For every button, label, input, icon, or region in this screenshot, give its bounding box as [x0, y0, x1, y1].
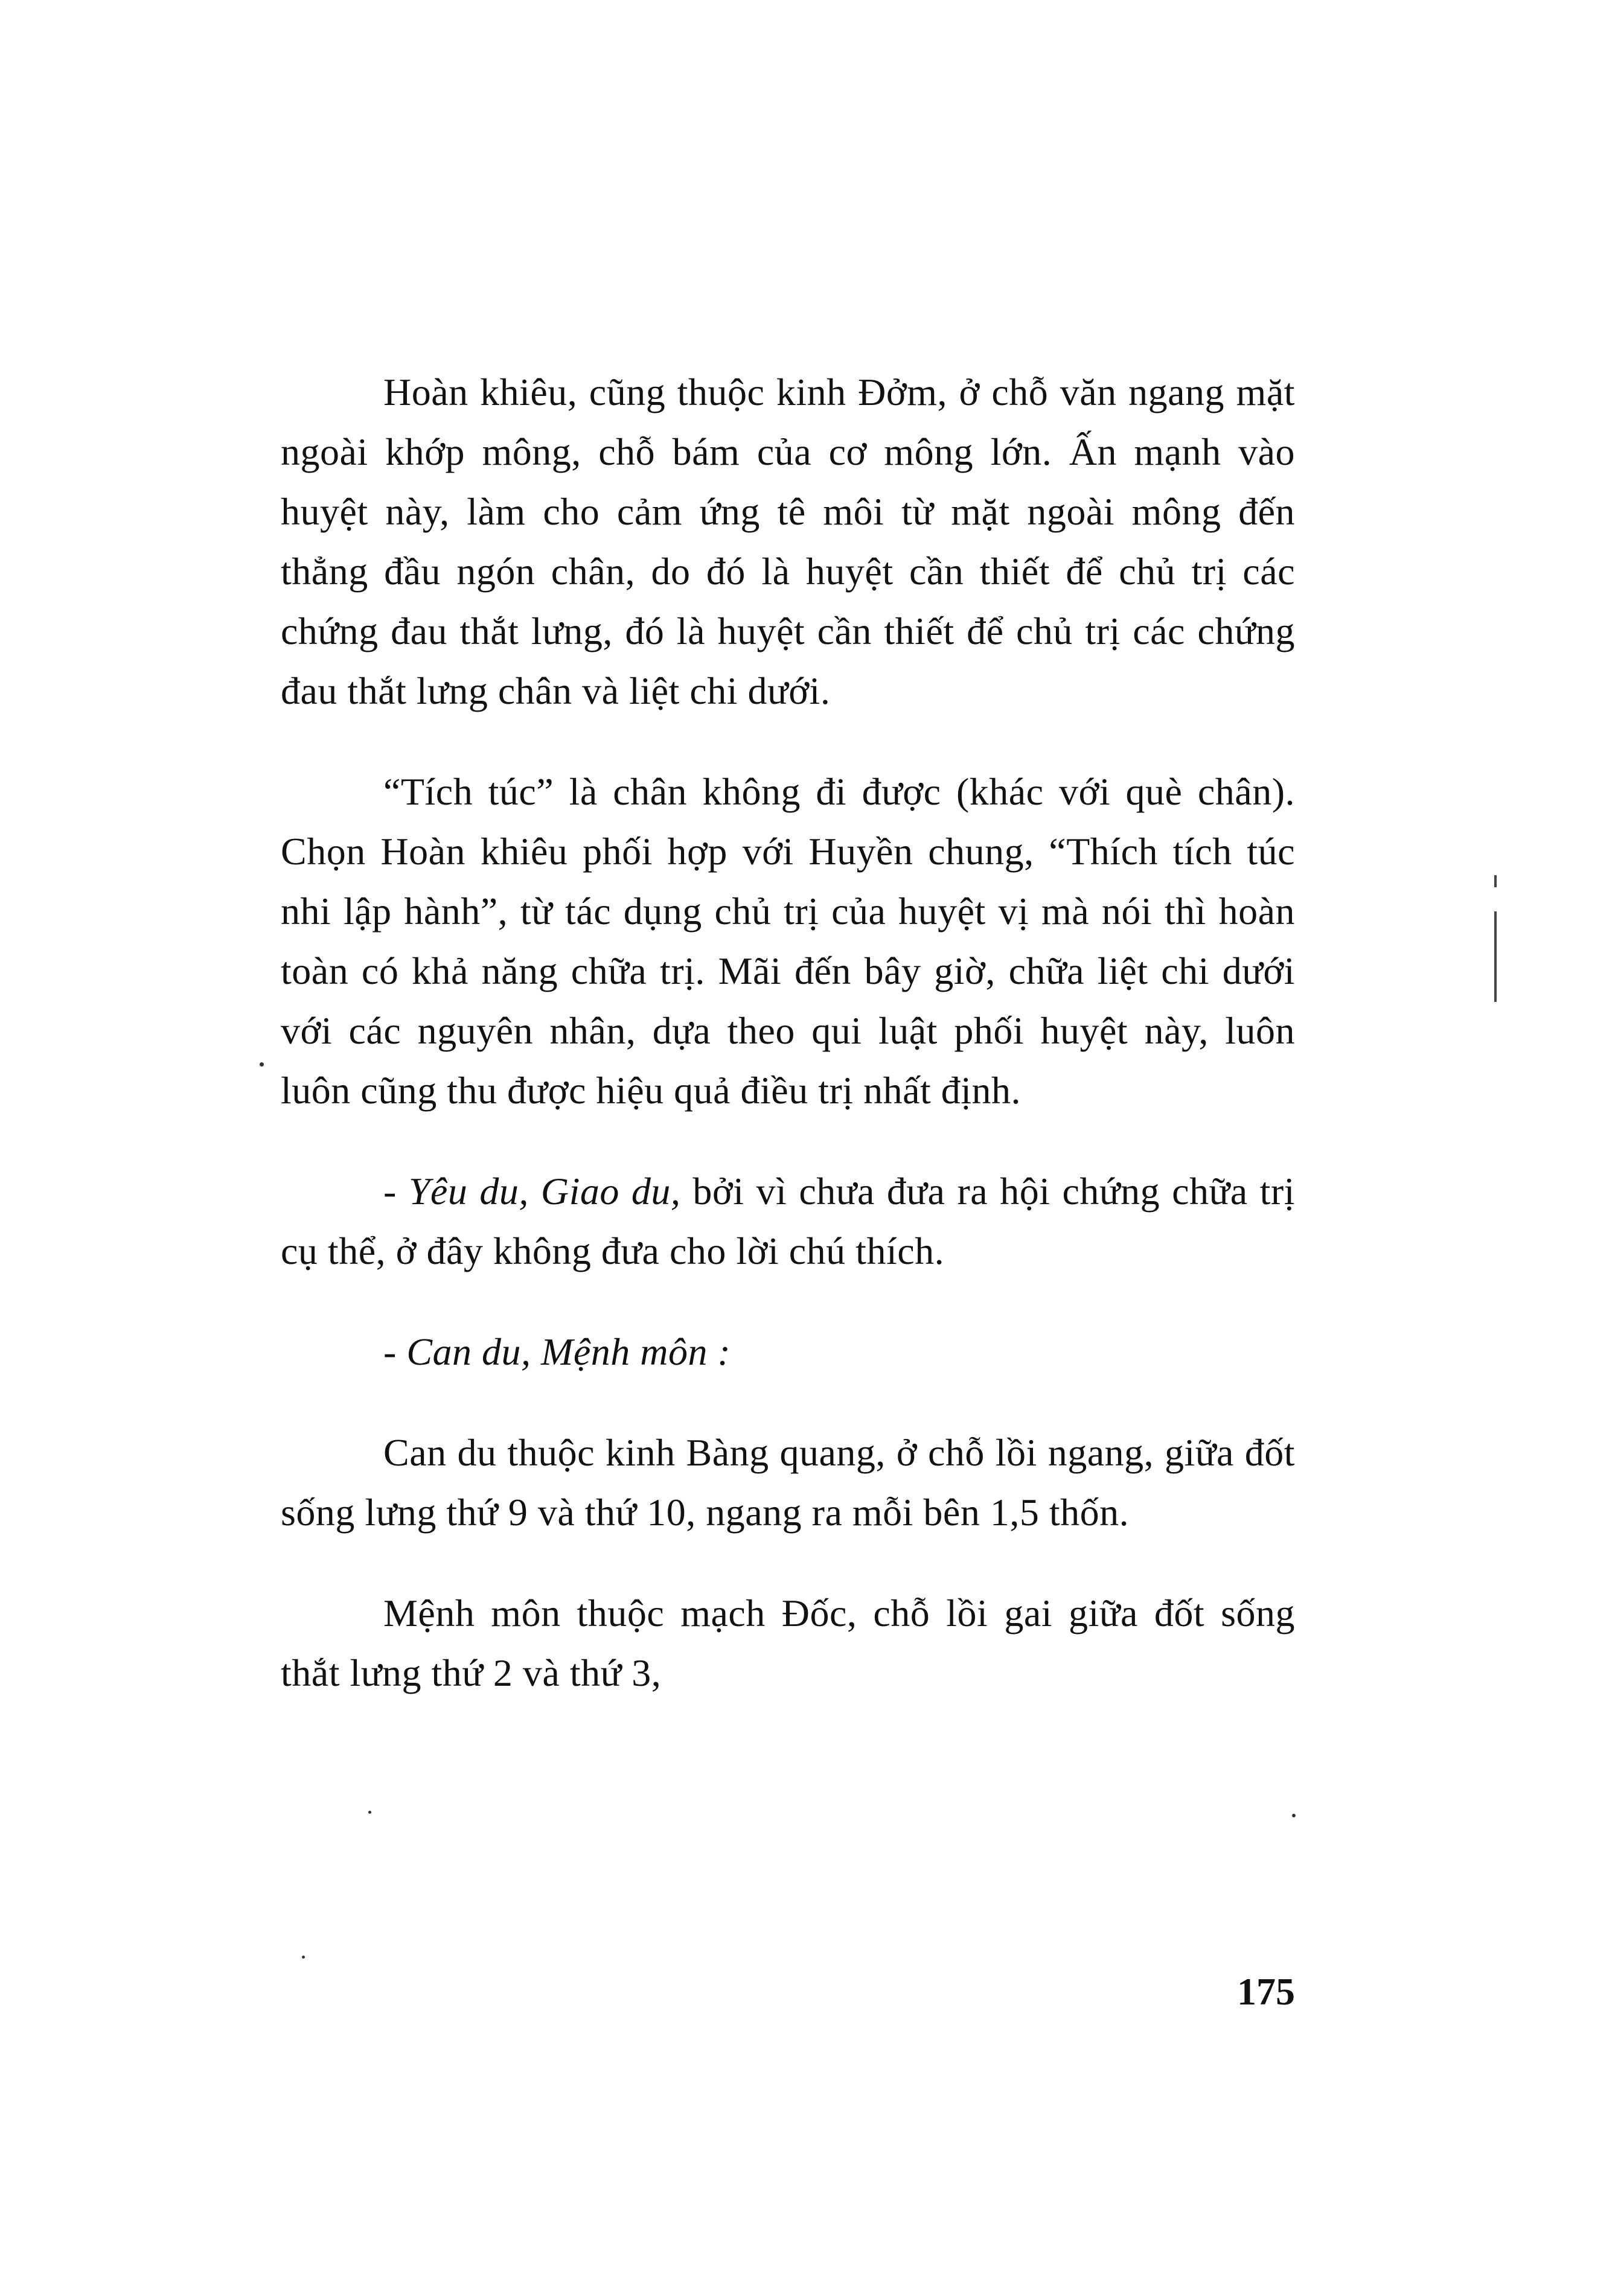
- scan-speck: [368, 1811, 371, 1814]
- paragraph-yeu-du-text: bởi vì chưa đưa ra hội chứng chữa trị cụ thể, ở đây không đưa cho lời chú thích.: [281, 1170, 1296, 1272]
- scan-speck: [260, 1062, 264, 1067]
- scan-speck: [302, 1956, 305, 1959]
- paragraph-tich-tuc: “Tích túc” là chân không đi được (khác với què chân). Chọn Hoàn khiêu phối hợp với Huyền chung, “Thích tích túc nhi lập hành”, từ tác dụng chủ trị của huyệt vị mà nói thì hoàn toàn có khả năng chữa trị. Mãi đến bây giờ, chữa liệt chi dưới với các nguyên nhân, dựa theo qui luật phối huyệt này, luôn luôn cũng thu được hiệu quả điều trị nhất định.: [281, 770, 1295, 1112]
- scan-mark: [1494, 875, 1497, 887]
- scan-mark: [1494, 911, 1497, 1002]
- page-number: 175: [1237, 1970, 1295, 2013]
- paragraph-can-du: Can du thuộc kinh Bàng quang, ở chỗ lồi ngang, giữa đốt sống lưng thứ 9 và thứ 10, ngang ra mỗi bên 1,5 thốn.: [281, 1431, 1295, 1534]
- body-text: [281, 362, 1295, 1703]
- italic-heading-yeu-du: - Yêu du, Giao du,: [383, 1170, 681, 1213]
- paragraph-yeu-du-giao-du: [281, 1161, 1295, 1281]
- scan-speck: [1292, 1814, 1296, 1817]
- paragraph-hoan-khieu: Hoàn khiêu, cũng thuộc kinh Đởm, ở chỗ văn ngang mặt ngoài khớp mông, chỗ bám của cơ mông lớn. Ấn mạnh vào huyệt này, làm cho cảm ứng tê môi từ mặt ngoài mông đến thẳng đầu ngón chân, do đó là huyệt cần thiết để chủ trị các chứng đau thắt lưng, đó là huyệt cần thiết để chủ trị các chứng đau thắt lưng chân và liệt chi dưới.: [281, 371, 1295, 712]
- paragraph-can-du-menh-mon-heading: [281, 1322, 1295, 1382]
- italic-heading-can-du: - Can du, Mệnh môn :: [383, 1330, 731, 1373]
- paragraph-menh-mon: Mệnh môn thuộc mạch Đốc, chỗ lồi gai giữa đốt sống thắt lưng thứ 2 và thứ 3,: [281, 1592, 1295, 1694]
